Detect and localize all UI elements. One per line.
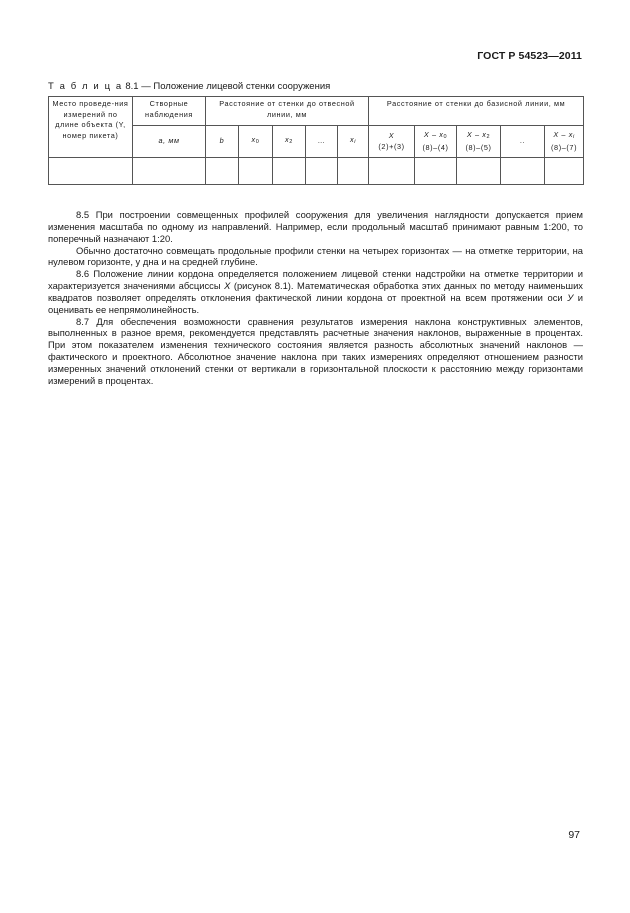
header-plumb-distance: Расстояние от стенки до отвесной линии, мм — [206, 97, 369, 126]
paragraph-8-5-continued: Обычно достаточно совмещать продольные профили стенки на четырех горизонтах — на отметке территории, на нулевом горизонте, у дна и на средней глубине. — [48, 244, 583, 268]
empty-cell — [501, 158, 545, 185]
subheader-xi: $x_i$ — [338, 126, 369, 158]
standard-id: ГОСТ Р 54523—2011 — [477, 50, 582, 62]
empty-cell — [545, 158, 584, 185]
subheader-x2: $x_2$ — [273, 126, 306, 158]
table-caption-label: Т а б л и ц а — [48, 81, 123, 92]
empty-cell — [239, 158, 273, 185]
header-alignment: Створные наблюдения — [133, 97, 206, 126]
subheader-a: a, мм — [133, 126, 206, 158]
table-empty-row — [49, 158, 584, 185]
subheader-base-x-x2: X – $x_2$ (8)–(5) — [457, 126, 501, 158]
subheader-base-x: X (2)+(3) — [369, 126, 415, 158]
header-location: Место проведе-ния измерений по длине объекта (Y, номер пикета) — [49, 97, 133, 158]
table-caption-title: 8.1 — Положение лицевой стенки сооружения — [122, 81, 331, 92]
table-caption — [48, 81, 330, 92]
empty-cell — [273, 158, 306, 185]
body-text — [48, 209, 583, 387]
empty-cell — [306, 158, 338, 185]
header-base-distance: Расстояние от стенки до базисной линии, мм — [369, 97, 584, 126]
subheader-base-x-x0: X – $x_0$ (8)–(4) — [415, 126, 457, 158]
subheader-base-x-xi: X – $x_i$ (8)–(7) — [545, 126, 584, 158]
empty-cell — [415, 158, 457, 185]
paragraph-8-6: 8.6 Положение линии кордона определяется положением лицевой стенки надстройки на отметке территории и характеризуется значениями абсциссы X (рисунок 8.1). Математическая обработка этих данных по методу наименьших квадратов позволяет определять отклонения фактической линии кордона от проектной на всем протяжении оси У и оценивать ее непрямолинейность. — [48, 268, 583, 315]
subheader-x0: $x_0$ — [239, 126, 273, 158]
subheader-b: b — [206, 126, 239, 158]
empty-cell — [457, 158, 501, 185]
paragraph-8-7: 8.7 Для обеспечения возможности сравнения результатов измерения наклона конструктивных элементов, выполненных в разное время, рекомендуется представлять расчетные значения наклонов, выраженные в процентах. При этом показателем изменения технического состояния является разность абсолютных значений наклонов — фактического и проектного. Абсолютное значение наклона при таких измерениях определяют отношением разности измеренных значений отклонений стенки от вертикали в горизонтальной плоскости к расстоянию между горизонтами измерений в процентах. — [48, 315, 583, 386]
subheader-base-ellipsis: .. — [501, 126, 545, 158]
empty-cell — [206, 158, 239, 185]
subheader-ellipsis: … — [306, 126, 338, 158]
empty-cell — [338, 158, 369, 185]
page-number: 97 — [568, 829, 580, 841]
paragraph-8-5: 8.5 При построении совмещенных профилей сооружения для увеличения наглядности допускается прием изменения масштаба по одному из направлений. Например, если продольный масштаб принимают равным 1:200, то поперечный назначают 1:20. — [48, 209, 583, 244]
measurement-table — [48, 96, 584, 185]
table-header-row — [49, 97, 584, 126]
empty-cell — [49, 158, 133, 185]
empty-cell — [369, 158, 415, 185]
empty-cell — [133, 158, 206, 185]
